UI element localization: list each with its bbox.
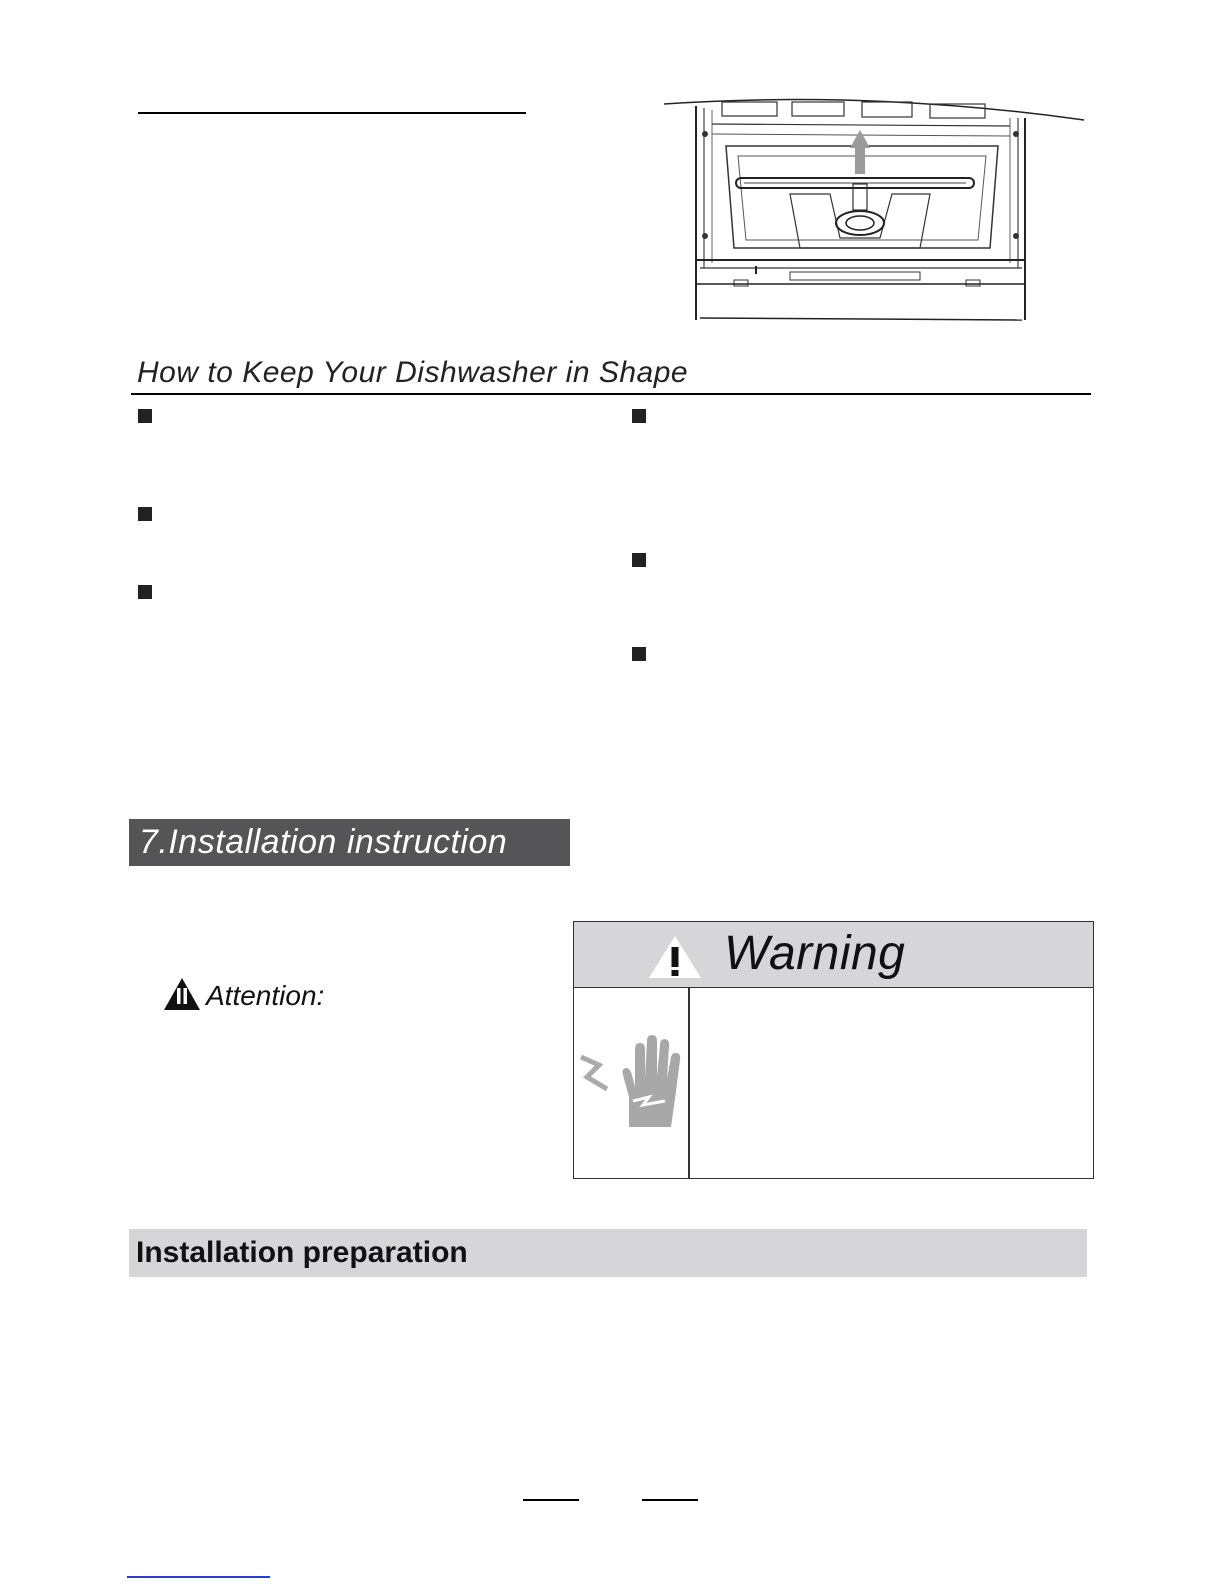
dishwasher-interior-diagram [660, 98, 1092, 328]
top-rule [138, 112, 526, 114]
warning-title: Warning [724, 927, 906, 980]
maintenance-heading: How to Keep Your Dishwasher in Shape [137, 356, 689, 389]
maintenance-heading-rule [131, 393, 1091, 395]
attention-triangle-icon [162, 976, 202, 1012]
link-underline[interactable] [127, 1576, 270, 1578]
warning-triangle-icon [647, 934, 703, 980]
bullet-marker [632, 409, 646, 423]
page-number-rule-left [523, 1499, 579, 1501]
bullet-marker [632, 553, 646, 567]
bullet-marker [138, 585, 152, 599]
warning-box [573, 921, 1094, 1179]
warning-divider [688, 987, 690, 1178]
bullet-marker [138, 409, 152, 423]
bullet-marker [632, 647, 646, 661]
warning-header [574, 922, 1093, 988]
installation-preparation-heading: Installation preparation [129, 1229, 1087, 1277]
installation-section-title: 7.Installation instruction [129, 819, 570, 866]
attention-label: Attention: [206, 980, 325, 1011]
electric-shock-hand-icon [577, 1027, 687, 1137]
page-number-rule-right [642, 1499, 698, 1501]
bullet-marker [138, 507, 152, 521]
